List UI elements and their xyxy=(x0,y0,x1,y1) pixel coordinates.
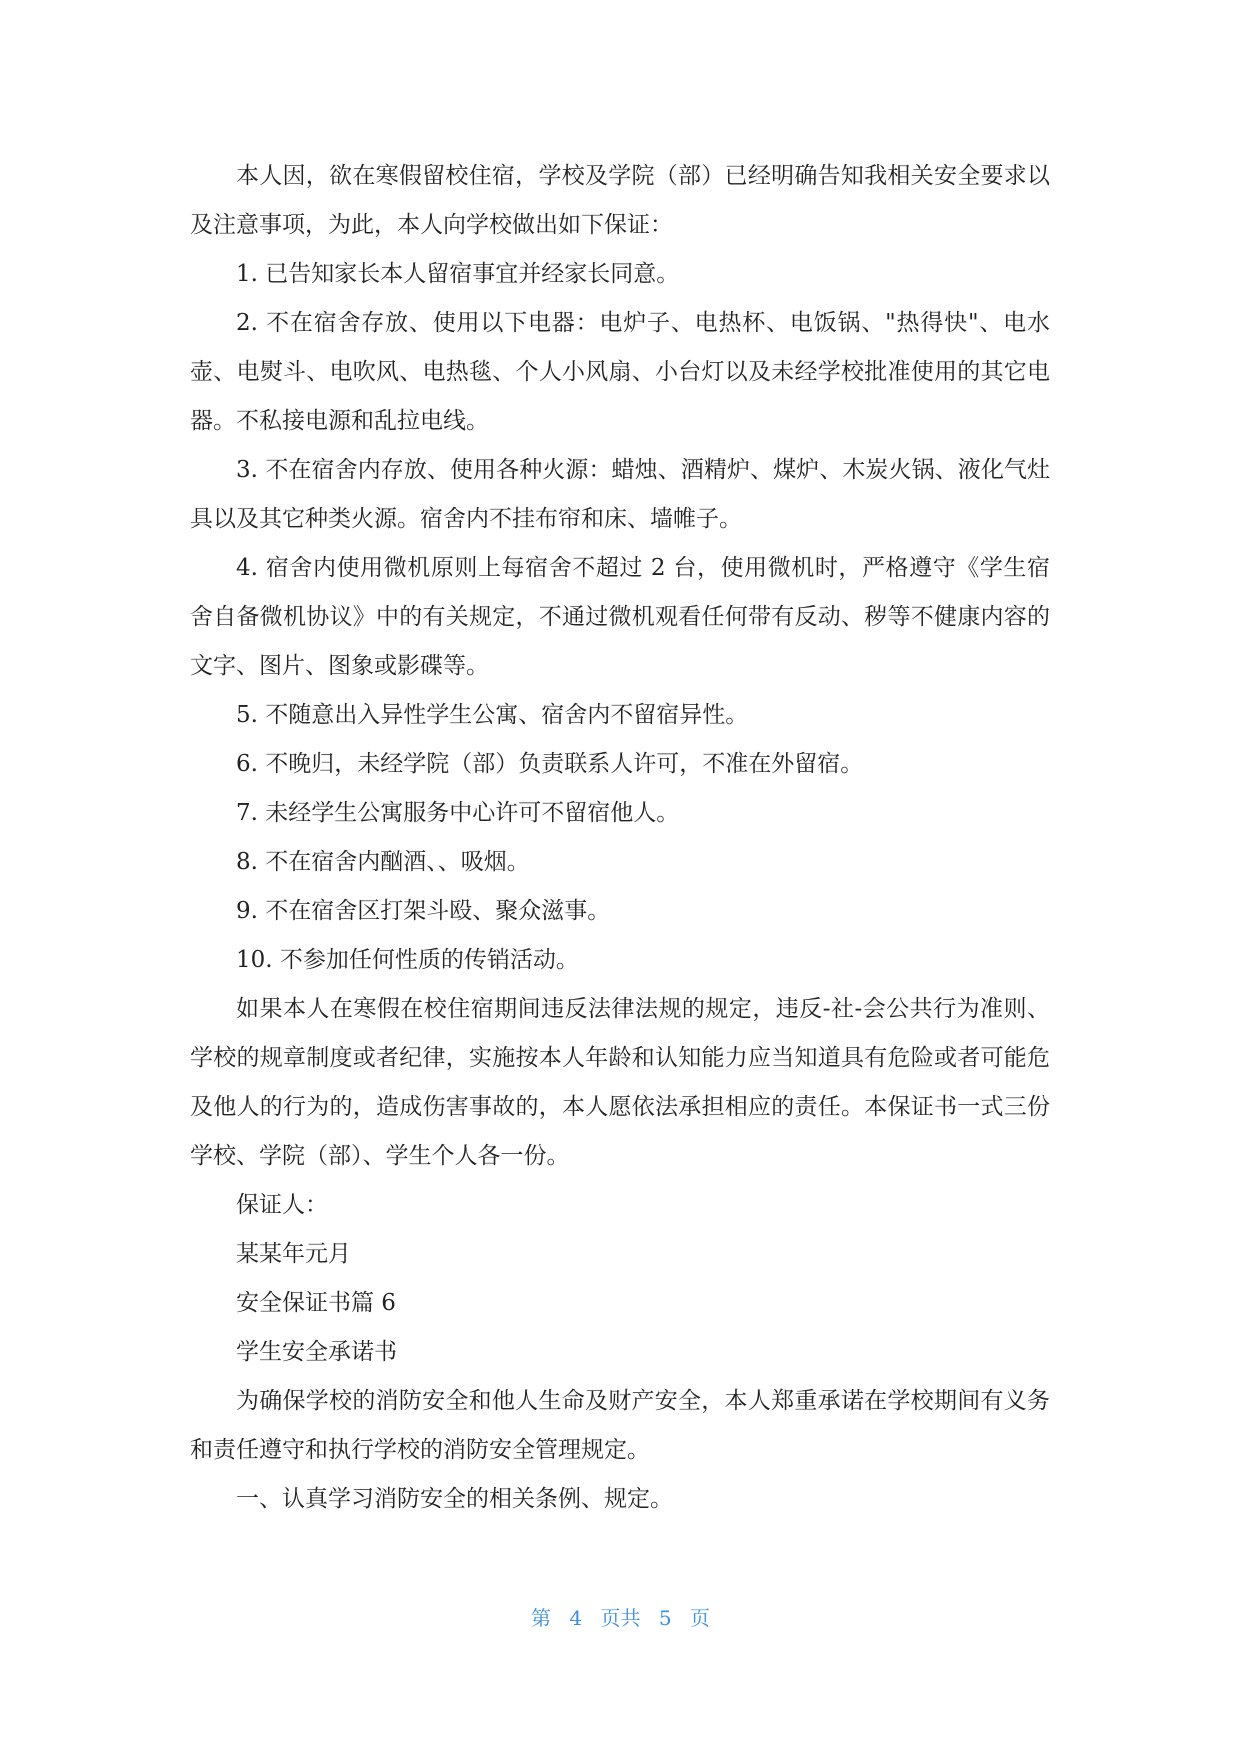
paragraph-point-1: 一、认真学习消防安全的相关条例、规定。 xyxy=(236,1486,673,1512)
guarantor-label: 保证人： xyxy=(236,1192,328,1218)
paragraph-item-10: 10. 不参加任何性质的传销活动。 xyxy=(236,947,579,973)
paragraph-item-9: 9. 不在宿舍区打架斗殴、聚众滋事。 xyxy=(236,898,611,924)
paragraph-item-8: 8. 不在宿舍内酗酒、、吸烟。 xyxy=(236,849,530,875)
section-heading: 安全保证书篇 6 xyxy=(236,1290,396,1316)
paragraph-commitment: 为确保学校的消防安全和他人生命及财产安全，本人郑重承诺在学校期间有义务和责任遵守和执行学校的消防安全管理规定。 xyxy=(190,1388,1050,1463)
footer-total-pages: 5 xyxy=(658,1606,672,1630)
date-line: 某某年元月 xyxy=(236,1241,351,1267)
paragraph-item-6: 6. 不晚归，未经学院（部）负责联系人许可，不准在外留宿。 xyxy=(236,751,864,777)
footer-ye: 页 xyxy=(689,1606,710,1630)
paragraph-liability: 如果本人在寒假在校住宿期间违反法律法规的规定，违反-社-会公共行为准则、学校的规章制度或者纪律，实施按本人年龄和认知能力应当知道具有危险或者可能危及他人的行为的，造成伤害事故的，本人愿依法承担相应的责任。本保证书一式三份学校、学院（部）、学生个人各一份。 xyxy=(190,996,1050,1169)
footer-di: 第 xyxy=(531,1606,552,1630)
document-title: 学生安全承诺书 xyxy=(236,1339,397,1365)
paragraph-item-5: 5. 不随意出入异性学生公寓、宿舍内不留宿异性。 xyxy=(236,702,749,728)
document-body xyxy=(190,152,1050,1524)
paragraph-item-7: 7. 未经学生公寓服务中心许可不留宿他人。 xyxy=(236,800,680,826)
paragraph-item-1: 1. 已告知家长本人留宿事宜并经家长同意。 xyxy=(236,261,680,287)
footer-current-page: 4 xyxy=(569,1606,583,1630)
paragraph-intro: 本人因，欲在寒假留校住宿，学校及学院（部）已经明确告知我相关安全要求以及注意事项，为此，本人向学校做出如下保证： xyxy=(190,163,1050,238)
paragraph-item-4: 4. 宿舍内使用微机原则上每宿舍不超过 2 台，使用微机时，严格遵守《学生宿舍自备微机协议》中的有关规定，不通过微机观看任何带有反动、秽等不健康内容的文字、图片、图象或影碟等。 xyxy=(190,555,1050,679)
page-footer xyxy=(0,1602,1241,1631)
paragraph-item-2: 2. 不在宿舍存放、使用以下电器：电炉子、电热杯、电饭锅、"热得快"、电水壶、电熨斗、电吹风、电热毯、个人小风扇、小台灯以及未经学校批准使用的其它电器。不私接电源和乱拉电线。 xyxy=(190,310,1050,434)
paragraph-item-3: 3. 不在宿舍内存放、使用各种火源：蜡烛、酒精炉、煤炉、木炭火锅、液化气灶具以及其它种类火源。宿舍内不挂布帘和床、墙帷子。 xyxy=(190,457,1050,532)
footer-ye-gong: 页共 xyxy=(600,1606,641,1630)
